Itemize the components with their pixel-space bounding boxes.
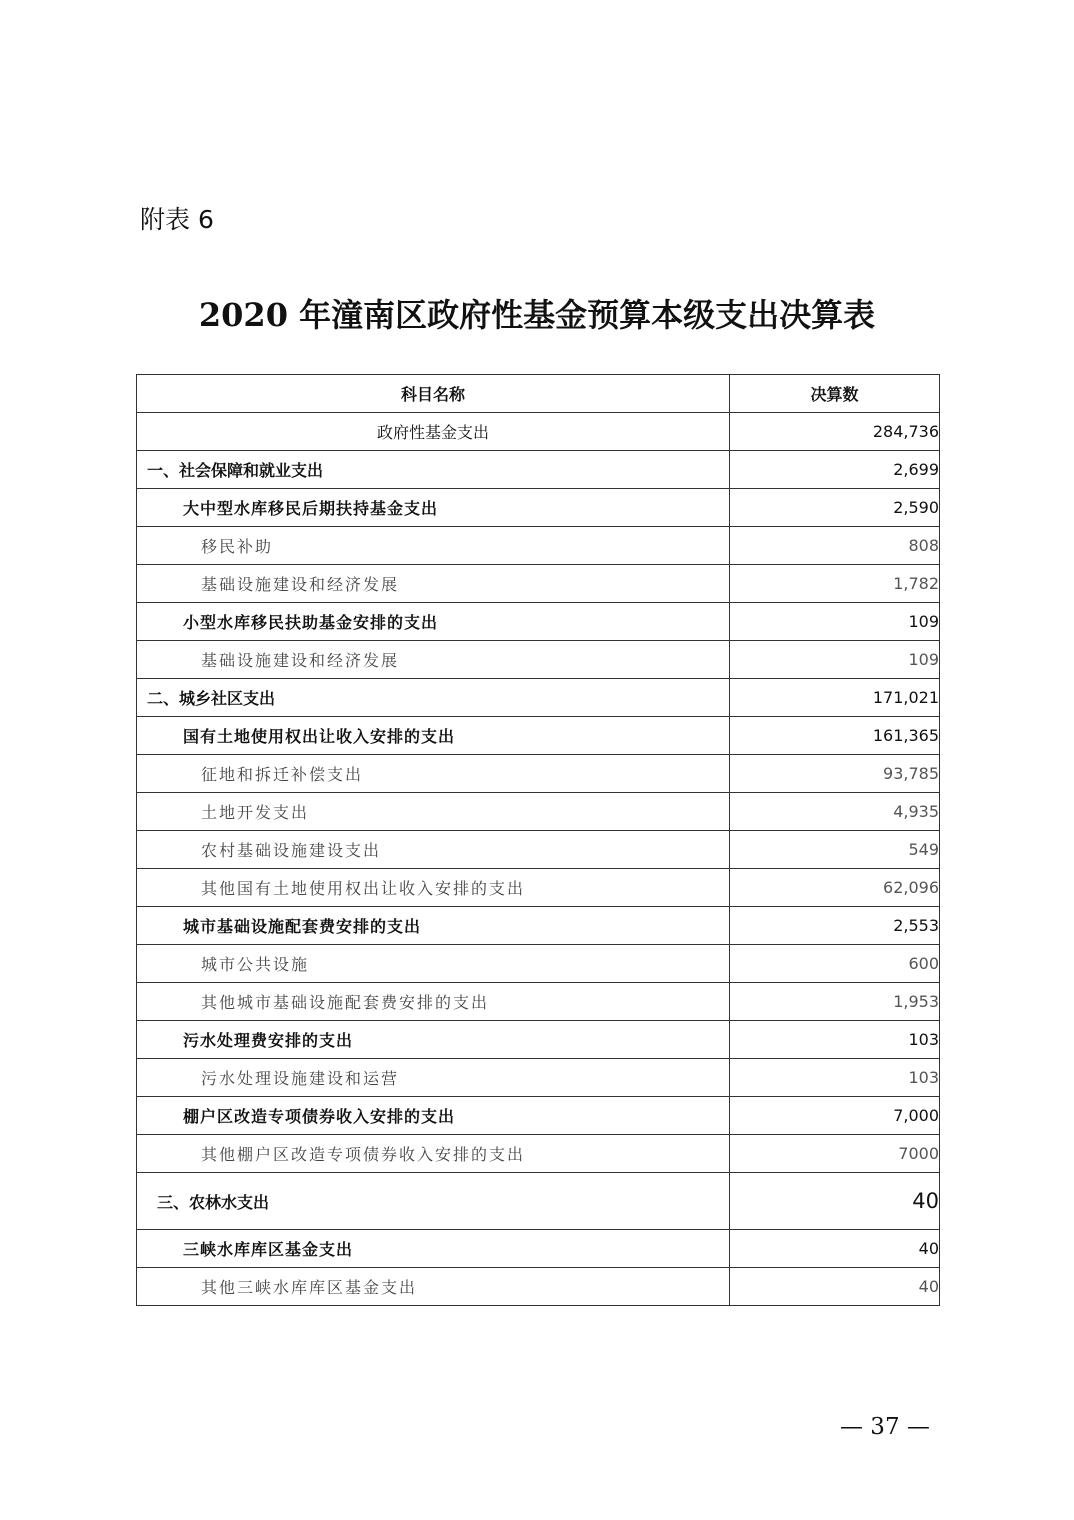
table-row [137, 1173, 940, 1230]
row-value: 4,935 [730, 793, 940, 831]
row-name: 一、社会保障和就业支出 [137, 451, 730, 489]
table-row [137, 1268, 940, 1306]
table-row [137, 603, 940, 641]
header-final-amount: 决算数 [730, 375, 940, 413]
table-row [137, 1059, 940, 1097]
table-row [137, 489, 940, 527]
row-value: 284,736 [730, 413, 940, 451]
row-value: 103 [730, 1021, 940, 1059]
table-row [137, 641, 940, 679]
row-name: 政府性基金支出 [137, 413, 730, 451]
table-row [137, 1230, 940, 1268]
row-value: 161,365 [730, 717, 940, 755]
row-name: 其他国有土地使用权出让收入安排的支出 [137, 869, 730, 907]
budget-table [136, 374, 940, 1306]
table-row [137, 945, 940, 983]
document-title: 2020 年潼南区政府性基金预算本级支出决算表 [198, 296, 876, 334]
table-row [137, 527, 940, 565]
table-row [137, 831, 940, 869]
row-value: 1,782 [730, 565, 940, 603]
table-row [137, 413, 940, 451]
row-name: 农村基础设施建设支出 [137, 831, 730, 869]
row-name: 大中型水库移民后期扶持基金支出 [137, 489, 730, 527]
table-row [137, 679, 940, 717]
table-header-row [137, 375, 940, 413]
header-subject-name: 科目名称 [137, 375, 730, 413]
row-value: 109 [730, 641, 940, 679]
page-number: — 37 — [840, 1414, 930, 1440]
table-row [137, 451, 940, 489]
row-value: 103 [730, 1059, 940, 1097]
row-value: 40 [730, 1230, 940, 1268]
row-name: 污水处理费安排的支出 [137, 1021, 730, 1059]
row-name: 基础设施建设和经济发展 [137, 565, 730, 603]
row-value: 808 [730, 527, 940, 565]
row-value: 62,096 [730, 869, 940, 907]
row-name: 城市基础设施配套费安排的支出 [137, 907, 730, 945]
row-name: 污水处理设施建设和运营 [137, 1059, 730, 1097]
row-name: 征地和拆迁补偿支出 [137, 755, 730, 793]
row-value: 549 [730, 831, 940, 869]
row-value: 2,553 [730, 907, 940, 945]
row-name: 小型水库移民扶助基金安排的支出 [137, 603, 730, 641]
table-row [137, 1135, 940, 1173]
row-value: 2,590 [730, 489, 940, 527]
row-name: 移民补助 [137, 527, 730, 565]
row-value: 171,021 [730, 679, 940, 717]
row-name: 城市公共设施 [137, 945, 730, 983]
table-row [137, 907, 940, 945]
row-name: 三、农林水支出 [137, 1173, 730, 1230]
row-name: 二、城乡社区支出 [137, 679, 730, 717]
row-value: 7000 [730, 1135, 940, 1173]
table-row [137, 869, 940, 907]
row-name: 其他三峡水库库区基金支出 [137, 1268, 730, 1306]
table-row [137, 793, 940, 831]
row-value: 93,785 [730, 755, 940, 793]
row-value: 2,699 [730, 451, 940, 489]
row-name: 其他棚户区改造专项债券收入安排的支出 [137, 1135, 730, 1173]
row-name: 三峡水库库区基金支出 [137, 1230, 730, 1268]
appendix-label: 附表 6 [140, 205, 214, 234]
row-value: 600 [730, 945, 940, 983]
table-row [137, 983, 940, 1021]
row-name: 其他城市基础设施配套费安排的支出 [137, 983, 730, 1021]
table-row [137, 1097, 940, 1135]
row-name: 棚户区改造专项债券收入安排的支出 [137, 1097, 730, 1135]
row-value: 40 [730, 1173, 940, 1230]
row-value: 1,953 [730, 983, 940, 1021]
row-name: 基础设施建设和经济发展 [137, 641, 730, 679]
table-row [137, 755, 940, 793]
row-name: 国有土地使用权出让收入安排的支出 [137, 717, 730, 755]
table-row [137, 565, 940, 603]
row-name: 土地开发支出 [137, 793, 730, 831]
row-value: 109 [730, 603, 940, 641]
table-row [137, 1021, 940, 1059]
row-value: 40 [730, 1268, 940, 1306]
row-value: 7,000 [730, 1097, 940, 1135]
table-row [137, 717, 940, 755]
